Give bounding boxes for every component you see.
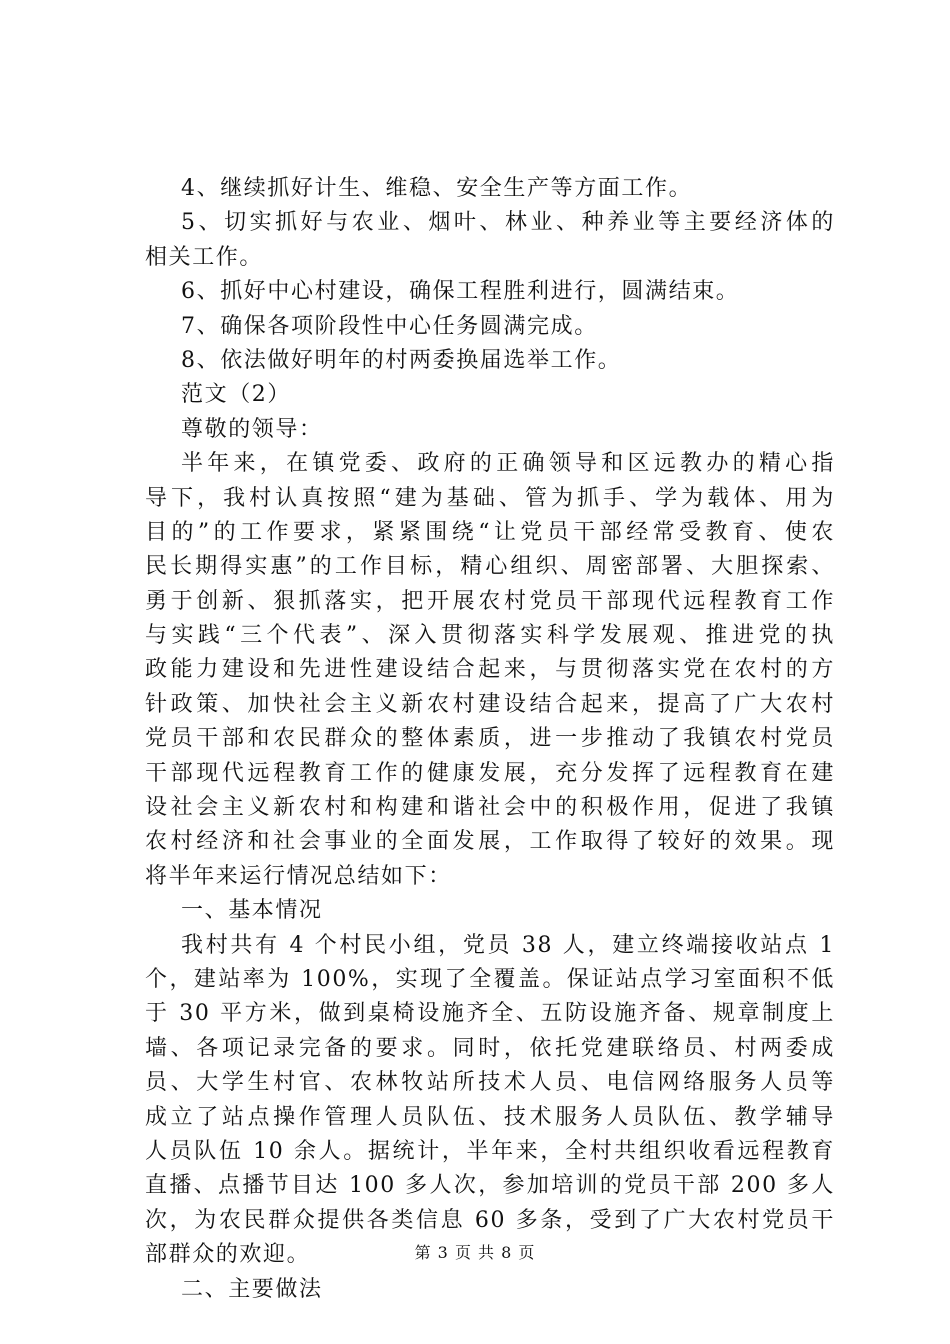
text-line: 政能力建设和先进性建设结合起来，与贯彻落实党在农村的方 — [145, 657, 835, 683]
text-line: 于 30 平方米，做到桌椅设施齐全、五防设施齐备、规章制度上 — [145, 1001, 835, 1027]
text-line: 二、主要做法 — [181, 1276, 323, 1302]
text-line: 个，建站率为 100%，实现了全覆盖。保证站点学习室面积不低 — [145, 966, 835, 992]
text-line: 6、抓好中心村建设，确保工程胜利进行，圆满结束。 — [181, 279, 740, 305]
text-line: 尊敬的领导： — [181, 416, 323, 442]
text-line: 范文（2） — [181, 382, 291, 408]
text-line: 将半年来运行情况总结如下： — [145, 863, 452, 889]
text-line: 民长期得实惠”的工作目标，精心组织、周密部署、大胆探索、 — [145, 554, 835, 580]
text-line: 墙、各项记录完备的要求。同时，依托党建联络员、村两委成 — [145, 1035, 835, 1061]
text-line: 人员队伍 10 余人。据统计，半年来，全村共组织收看远程教育 — [145, 1138, 835, 1164]
text-line: 导下，我村认真按照“建为基础、管为抓手、学为载体、用为 — [145, 485, 835, 511]
text-line: 5、切实抓好与农业、烟叶、林业、种养业等主要经济体的 — [181, 210, 835, 236]
text-line: 目的”的工作要求，紧紧围绕“让党员干部经常受教育、使农 — [145, 519, 835, 545]
document-body — [145, 172, 835, 1307]
text-line: 7、确保各项阶段性中心任务圆满完成。 — [181, 313, 598, 339]
text-line: 针政策、加快社会主义新农村建设结合起来，提高了广大农村 — [145, 691, 835, 717]
text-line: 一、基本情况 — [181, 898, 323, 924]
text-line: 设社会主义新农村和构建和谐社会中的积极作用，促进了我镇 — [145, 795, 835, 821]
text-line: 干部现代远程教育工作的健康发展，充分发挥了远程教育在建 — [145, 760, 835, 786]
text-line: 农村经济和社会事业的全面发展，工作取得了较好的效果。现 — [145, 829, 835, 855]
text-line: 我村共有 4 个村民小组，党员 38 人，建立终端接收站点 1 — [181, 932, 835, 958]
text-line: 半年来，在镇党委、政府的正确领导和区远教办的精心指 — [181, 451, 835, 477]
text-line: 员、大学生村官、农林牧站所技术人员、电信网络服务人员等 — [145, 1070, 835, 1096]
text-line: 直播、点播节目达 100 多人次，参加培训的党员干部 200 多人 — [145, 1173, 835, 1199]
text-line: 部群众的欢迎。 — [145, 1242, 311, 1268]
page-footer: 第 3 页 共 8 页 — [414, 1243, 536, 1262]
text-line: 4、继续抓好计生、维稳、安全生产等方面工作。 — [181, 176, 693, 201]
text-line: 相关工作。 — [145, 244, 264, 270]
text-line: 党员干部和农民群众的整体素质，进一步推动了我镇农村党员 — [145, 726, 835, 752]
text-line: 成立了站点操作管理人员队伍、技术服务人员队伍、教学辅导 — [145, 1104, 835, 1130]
text-line: 勇于创新、狠抓落实，把开展农村党员干部现代远程教育工作 — [145, 588, 835, 614]
text-line: 与实践“三个代表”、深入贯彻落实科学发展观、推进党的执 — [145, 623, 835, 649]
text-line: 次，为农民群众提供各类信息 60 多条，受到了广大农村党员干 — [145, 1207, 835, 1233]
text-line: 8、依法做好明年的村两委换届选举工作。 — [181, 347, 622, 373]
